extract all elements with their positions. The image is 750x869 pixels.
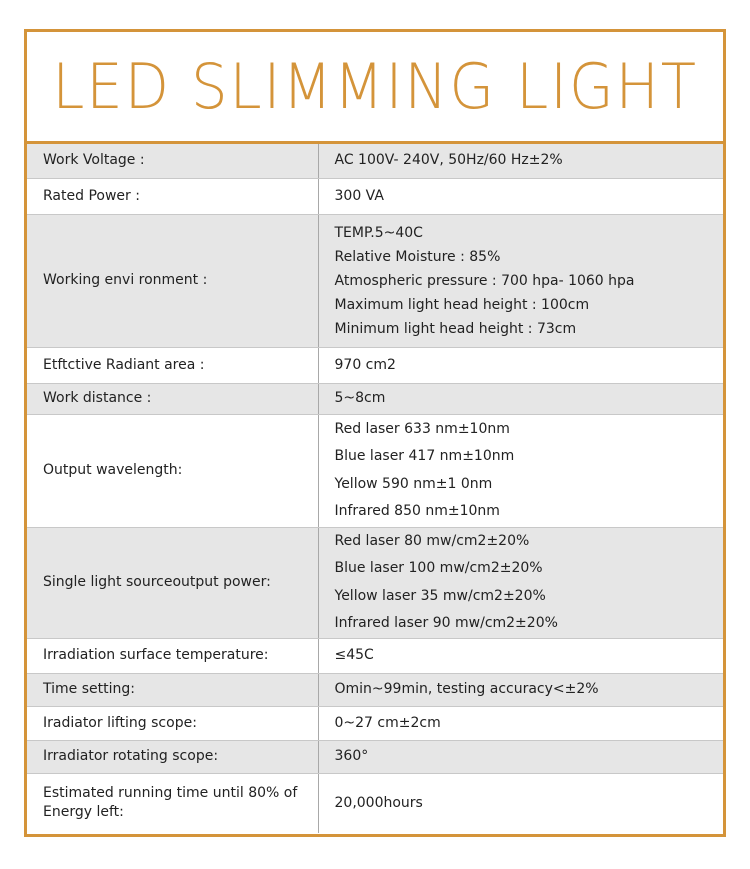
spec-label: Iradiator lifting scope: [27, 706, 318, 740]
page-title: LED SLIMMING LIGHT [52, 50, 698, 123]
spec-value-line: Blue laser 100 mw/cm2±20% [334, 560, 543, 576]
spec-value-line: Infrared 850 nm±10nm [334, 503, 500, 519]
spec-value [318, 383, 723, 414]
spec-label: Work Voltage : [27, 144, 318, 178]
spec-label: Estimated running time until 80% of Energy left: [27, 773, 318, 833]
spec-row-work-voltage [27, 144, 723, 178]
spec-row-output-wavelength [27, 414, 723, 527]
spec-value [318, 178, 723, 214]
spec-label: Irradiator rotating scope: [27, 740, 318, 773]
spec-value-line: Maximum light head height : 100cm [334, 296, 590, 313]
spec-value-line: 20,000hours [334, 794, 423, 811]
spec-value-line: Yellow 590 nm±1 0nm [334, 475, 493, 492]
spec-value-line: Relative Moisture : 85% [334, 248, 501, 265]
spec-value-line: Atmospheric pressure : 700 hpa- 1060 hpa [334, 272, 635, 289]
spec-value [318, 414, 723, 527]
spec-row-lifting-scope [27, 706, 723, 740]
spec-value-line: 300 VA [334, 187, 384, 204]
spec-value-line: Red laser 633 nm±10nm [334, 420, 510, 437]
spec-value [318, 740, 723, 773]
spec-label: Single light sourceoutput power: [27, 527, 318, 638]
spec-value-line: ≤45C [334, 647, 374, 663]
spec-value-line: Red laser 80 mw/cm2±20% [334, 532, 530, 549]
spec-value [318, 706, 723, 740]
spec-value [318, 673, 723, 706]
spec-value-line: 0~27 cm±2cm [334, 714, 441, 731]
spec-value-line: AC 100V- 240V, 50Hz/60 Hz±2% [334, 152, 563, 169]
spec-row-output-power [27, 527, 723, 638]
spec-table [27, 144, 723, 833]
spec-frame [24, 29, 726, 837]
spec-row-work-distance [27, 383, 723, 414]
spec-row-running-time [27, 773, 723, 833]
spec-label: Working envi ronment : [27, 214, 318, 347]
spec-value-line: Blue laser 417 nm±10nm [334, 448, 515, 464]
spec-row-time-setting [27, 673, 723, 706]
spec-row-rated-power [27, 178, 723, 214]
spec-label: Work distance : [27, 383, 318, 414]
spec-value [318, 638, 723, 673]
spec-value-line: Omin~99min, testing accuracy<±2% [334, 681, 599, 697]
spec-label: Output wavelength: [27, 414, 318, 527]
title-box [27, 32, 723, 141]
spec-row-rotating-scope [27, 740, 723, 773]
spec-value [318, 144, 723, 178]
spec-value-line: Minimum light head height : 73cm [334, 320, 577, 337]
spec-value-line: 5~8cm [334, 390, 386, 406]
spec-label: Rated Power : [27, 178, 318, 214]
spec-value [318, 773, 723, 833]
spec-value-line: 970 cm2 [334, 356, 396, 373]
spec-row-surface-temperature [27, 638, 723, 673]
spec-value-line: Yellow laser 35 mw/cm2±20% [334, 587, 546, 604]
spec-label: Time setting: [27, 673, 318, 706]
spec-value-line: 360° [334, 748, 369, 764]
spec-value-line: TEMP.5~40C [334, 224, 423, 241]
spec-row-working-environment [27, 214, 723, 347]
spec-label: Etftctive Radiant area : [27, 347, 318, 383]
spec-value [318, 214, 723, 347]
spec-value [318, 527, 723, 638]
spec-row-radiant-area [27, 347, 723, 383]
spec-value [318, 347, 723, 383]
spec-value-line: Infrared laser 90 mw/cm2±20% [334, 615, 558, 631]
spec-label: Irradiation surface temperature: [27, 638, 318, 673]
